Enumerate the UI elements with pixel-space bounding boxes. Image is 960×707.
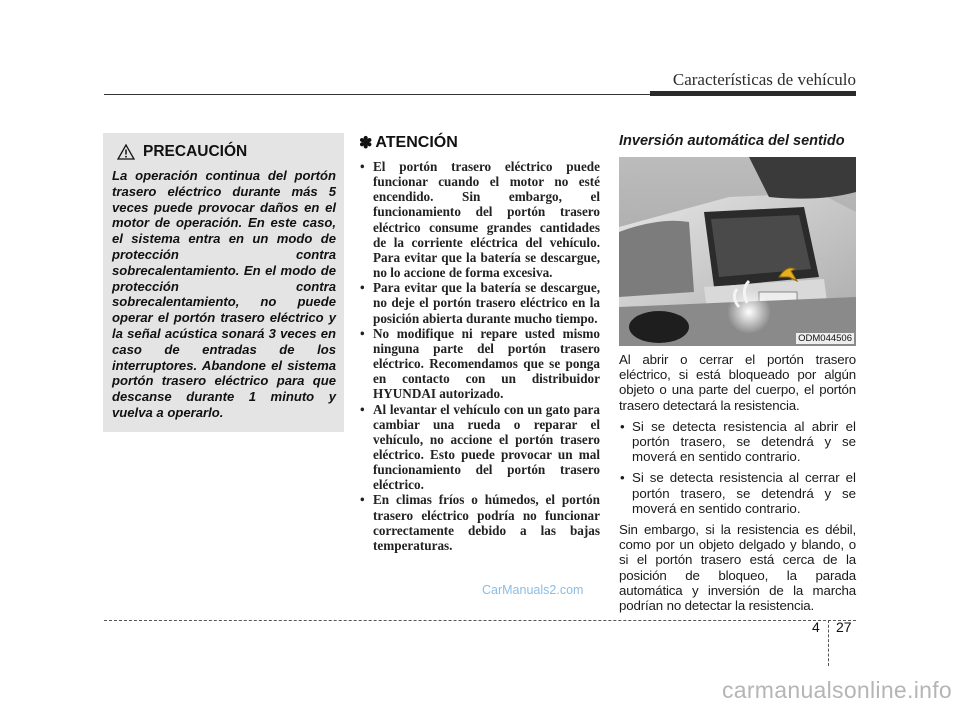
attention-item: • En climas fríos o húmedos, el portón trasero eléctrico podría no funcionar correctamente debido a las bajas temperaturas.: [359, 492, 600, 553]
caution-header: [117, 143, 247, 161]
watermark-middle: CarManuals2.com: [482, 583, 584, 597]
figure-code: ODM044506: [798, 333, 852, 344]
reverse-intro: Al abrir o cerrar el portón trasero eléctrico, si está bloqueado por algún objeto o una parte del cuerpo, el portón trasero detectará la resistencia.: [619, 352, 856, 413]
tailgate-illustration: [619, 157, 856, 346]
reverse-note: Sin embargo, si la resistencia es débil, como por un objeto delgado y blando, o si el portón trasero está cerca de la posición de bloqueo, la parada automática y inversión de la marcha podrían no detectar la resistencia.: [619, 522, 856, 614]
caution-box: [103, 133, 344, 432]
chapter-number: 4: [812, 619, 820, 635]
tailgate-photo: [619, 157, 856, 346]
attention-item: • Al levantar el vehículo con un gato para cambiar una rueda o reparar el vehículo, no accione el portón trasero eléctrico. Esto puede provocar un mal funcionamiento del portón trasero eléctrico.: [359, 402, 600, 493]
attention-item: • No modifique ni repare usted mismo ninguna parte del portón trasero eléctrico. Recomendamos que se ponga en contacto con un distribuidor HYUNDAI autorizado.: [359, 326, 600, 402]
reverse-column: [619, 133, 856, 613]
cross-star-icon: ✽: [359, 135, 373, 152]
section-title: Características de vehículo: [672, 70, 856, 89]
footer-rule: [104, 620, 856, 621]
attention-column: [359, 133, 600, 553]
header-rule-accent: [650, 91, 856, 96]
warning-triangle-icon: [117, 144, 135, 160]
reverse-item: • Si se detecta resistencia al cerrar el portón trasero, se detendrá y se moverá en sentido contrario.: [619, 470, 856, 516]
attention-item: • Para evitar que la batería se descargue, no deje el portón trasero eléctrico en la posición abierta durante mucho tiempo.: [359, 280, 600, 325]
reverse-title: Inversión automática del sentido: [619, 133, 845, 149]
caution-text: La operación continua del portón trasero eléctrico durante más 5 veces puede provocar daños en el motor de operación. En este caso, el sistema entra en un modo de protección contra sobrecalentamiento. En el modo de protección contra sobrecalentamiento, no puede operar el portón trasero eléctrico y la señal acústica sonará 3 veces en caso de entradas de los interruptores. Abandone el sistema portón trasero eléctrico para que descanse durante 1 minuto y vuelva a operarlo.: [112, 168, 336, 420]
attention-item: • El portón trasero eléctrico puede funcionar cuando el motor no esté encendido. Sin embargo, el funcionamiento del portón trasero eléctrico consume grandes cantidades de la corriente eléctrica del vehículo. Para evitar que la batería se descargue, no lo accione de forma excesiva.: [359, 159, 600, 280]
watermark-bottom[interactable]: carmanualsonline.info: [721, 677, 952, 703]
attention-title: ATENCIÓN: [375, 134, 458, 151]
attention-header: [359, 133, 600, 153]
reverse-item: • Si se detecta resistencia al abrir el portón trasero, se detendrá y se moverá en sentido contrario.: [619, 419, 856, 465]
attention-list: [359, 159, 600, 553]
caution-title: PRECAUCIÓN: [143, 143, 248, 160]
reverse-list: [619, 419, 856, 516]
page-number: 27: [836, 619, 852, 635]
footer-divider: [828, 620, 829, 666]
